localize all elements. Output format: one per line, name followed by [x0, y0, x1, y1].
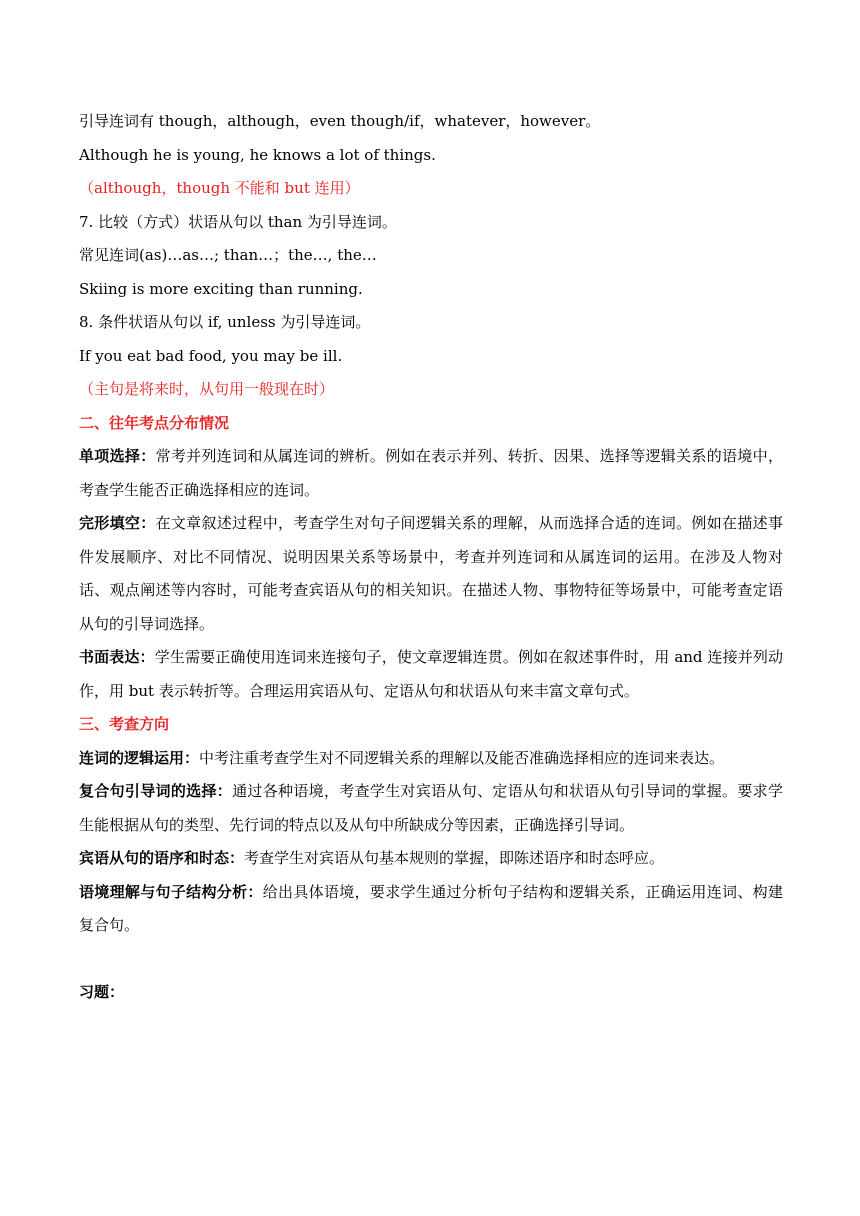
concessive-conjunctions-line: 引导连词有 though，although，even though/if，whatever，however。: [79, 112, 601, 130]
spacer: [79, 943, 783, 977]
item-label: 书面表达：: [79, 648, 155, 666]
example-sentence-skiing: Skiing is more exciting than running.: [79, 279, 363, 298]
section3-item-word-order: [79, 842, 783, 876]
item-label: 连词的逻辑运用：: [79, 748, 200, 767]
item-label: 语境理解与句子结构分析：: [79, 882, 263, 901]
example-sentence-although: Although he is young, he knows a lot of things.: [79, 145, 436, 164]
item-text: 学生需要正确使用连词来连接句子，使文章逻辑连贯。例如在叙述事件时，用 and 连接并列动作，用 but 表示转折等。合理运用宾语从句、定语从句和状语从句来丰富文章句式。: [79, 648, 783, 700]
item-text: 常考并列连词和从属连词的辨析。例如在表示并列、转折、因果、选择等逻辑关系的语境中，考查学生能否正确选择相应的连词。: [79, 447, 783, 499]
section2-item-cloze: [79, 507, 783, 641]
item-text: 通过各种语境，考查学生对宾语从句、定语从句和状语从句引导词的掌握。要求学生能根据从句的类型、先行词的特点以及从句中所缺成分等因素，正确选择引导词。: [79, 782, 783, 834]
item-label: 宾语从句的语序和时态：: [79, 849, 245, 867]
item-text: 中考注重考查学生对不同逻辑关系的理解以及能否准确选择相应的连词来表达。: [199, 748, 725, 767]
section2-item-multiple-choice: [79, 440, 783, 507]
section2-item-writing: [79, 641, 783, 708]
example-sentence-bad-food: If you eat bad food, you may be ill.: [79, 346, 343, 365]
item-text: 在文章叙述过程中，考查学生对句子间逻辑关系的理解，从而选择合适的连词。例如在描述事件发展顺序、对比不同情况、说明因果关系等场景中，考查并列连词和从属连词的运用。在涉及人物对话、观点阐述等内容时，可能考查宾语从句的相关知识。在描述人物、事物特征等场景中，可能考查定语从句的引导词选择。: [79, 514, 783, 633]
item-label: 复合句引导词的选择：: [79, 782, 233, 800]
item-text: 考查学生对宾语从句基本规则的掌握，即陈述语序和时态呼应。: [244, 849, 665, 867]
item-text: 给出具体语境，要求学生通过分析句子结构和逻辑关系，正确运用连词、构建复合句。: [79, 882, 783, 934]
rule-comparison-clause: 7. 比较（方式）状语从句以 than 为引导连词。: [79, 212, 397, 231]
item-label: 单项选择：: [79, 447, 156, 465]
section-heading-past-exam-points: 二、往年考点分布情况: [79, 413, 230, 432]
exercises-label: 习题：: [79, 983, 125, 1001]
rule-conditional-clause: 8. 条件状语从句以 if, unless 为引导连词。: [79, 313, 371, 331]
document-content: [79, 105, 783, 1010]
section3-item-guide-words: [79, 775, 783, 842]
section3-item-context: [79, 876, 783, 943]
section-heading-exam-direction: 三、考查方向: [79, 715, 170, 733]
note-although-but: （although，though 不能和 but 连用）: [79, 179, 360, 197]
note-tense-rule: （主句是将来时，从句用一般现在时）: [79, 380, 335, 398]
section3-item-logic: [79, 742, 783, 776]
item-label: 完形填空：: [79, 514, 156, 532]
common-conjunctions-line: 常见连词(as)…as…; than…；the…, the…: [79, 246, 377, 264]
